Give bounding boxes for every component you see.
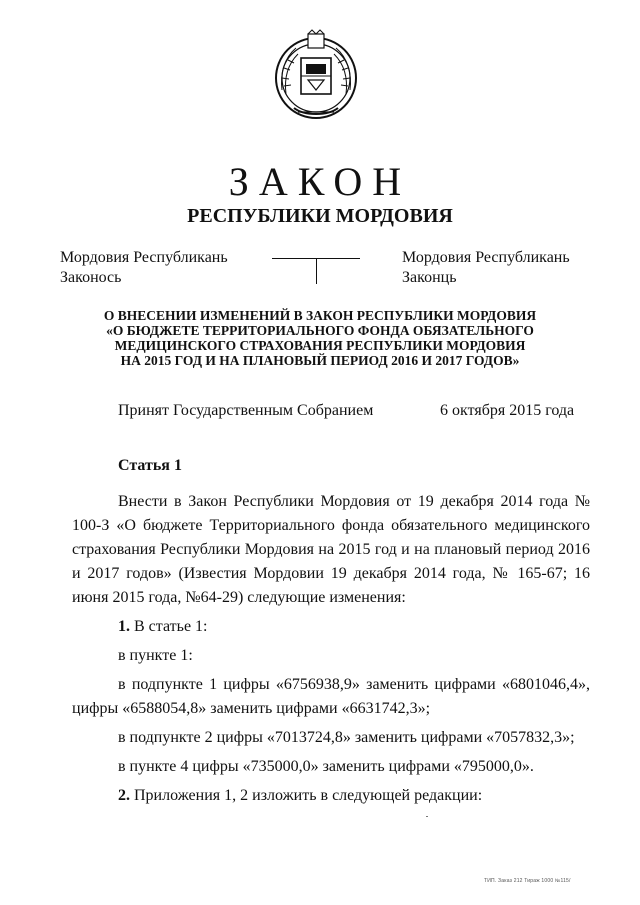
paragraph-subpoint-1: в подпункте 1 цифры «6756938,9» заменить цифрами «6801046,4», цифры «6588054,8» заменить цифрами «6631742,3»; [72, 676, 590, 717]
law-heading-line: МЕДИЦИНСКОГО СТРАХОВАНИЯ РЕСПУБЛИКИ МОРДОВИЯ [114, 338, 526, 353]
paragraph-point-4: в пункте 4 цифры «735000,0» заменить цифрами «795000,0». [118, 758, 534, 775]
paragraph-point-1: в пункте 1: [118, 647, 193, 664]
paragraph-subpoint-2: в подпункте 2 цифры «7013724,8» заменить цифрами «7057832,3»; [118, 729, 575, 746]
print-footer: ТИП. Заказ 212 Тираж 1000 №115/ [484, 878, 571, 884]
law-heading-line: «О БЮДЖЕТЕ ТЕРРИТОРИАЛЬНОГО ФОНДА ОБЯЗАТЕЛЬНОГО [106, 323, 534, 338]
item-1-text: В статье 1: [130, 618, 208, 635]
item-2-text: Приложения 1, 2 изложить в следующей редакции: [130, 787, 483, 804]
document-subtitle: РЕСПУБЛИКИ МОРДОВИЯ [187, 205, 453, 227]
article-title: Статья 1 [118, 457, 182, 474]
scan-speck [426, 816, 428, 817]
adoption-text: Принят Государственным Собранием [118, 402, 374, 419]
adoption-date: 6 октября 2015 года [440, 402, 575, 419]
item-2 [72, 784, 590, 808]
separator-vertical [316, 258, 317, 284]
law-heading-line: НА 2015 ГОД И НА ПЛАНОВЫЙ ПЕРИОД 2016 И 2017 ГОДОВ» [120, 353, 520, 368]
law-heading-line: О ВНЕСЕНИИ ИЗМЕНЕНИЙ В ЗАКОН РЕСПУБЛИКИ МОРДОВИЯ [103, 308, 537, 323]
item-1 [72, 615, 590, 639]
erzya-title-right-line1: Мордовия Республикань [402, 249, 570, 266]
law-heading [80, 308, 560, 368]
document-title: ЗАКОН [228, 159, 412, 204]
item-2-number: 2. [118, 787, 130, 804]
coat-of-arms-emblem [268, 28, 364, 124]
moksha-title-left [60, 248, 228, 288]
item-1-number: 1. [118, 618, 130, 635]
moksha-title-left-line1: Мордовия Республикань [60, 249, 228, 266]
erzya-title-right [402, 248, 570, 288]
erzya-title-right-line2: Законць [402, 269, 457, 286]
article-body [72, 490, 590, 808]
article-intro: Внести в Закон Республики Мордовия от 19 декабря 2014 года № 100-З «О бюджете Территориального фонда обязательного медицинского страхования Республики Мордовия на 2015 год и на плановый период 2016 и 2017 годов» (Известия Мордовии 19 декабря 2014 года, № 165-67; 16 июня 2015 года, №64-29) следующие изменения: [72, 493, 590, 606]
moksha-title-left-line2: Законось [60, 269, 122, 286]
